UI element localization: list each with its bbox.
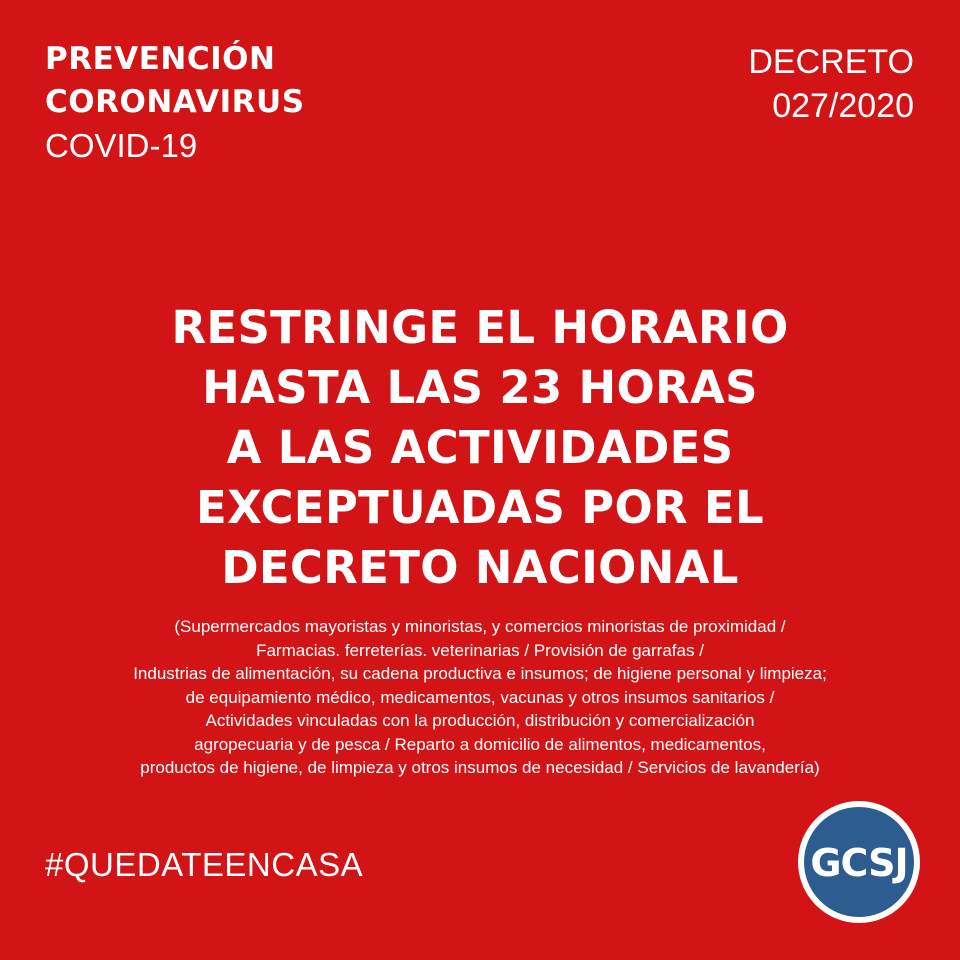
gcsj-logo	[797, 800, 921, 924]
headline-line: RESTRINGE EL HORARIO	[171, 301, 789, 354]
details-line: agropecuaria y de pesca / Reparto a domicilio de alimentos, medicamentos,	[194, 734, 766, 754]
headline-line: DECRETO NACIONAL	[221, 541, 739, 594]
logo-text: GCSJ	[810, 841, 908, 885]
details-line: (Supermercados mayoristas y minoristas, y comercios minoristas de proximidad /	[174, 617, 786, 636]
details-line: productos de higiene, de limpieza y otros insumos de necesidad / Servicios de lavandería)	[140, 758, 820, 777]
decree-label-line-1: DECRETO	[748, 43, 914, 81]
headline-line: A LAS ACTIVIDADES	[226, 421, 734, 474]
campaign-title-line-1: PREVENCIÓN	[45, 41, 276, 77]
decree-number: 027/2020	[772, 87, 914, 125]
details-line: Actividades vinculadas con la producción, distribución y comercialización	[205, 711, 755, 730]
decree-label	[748, 40, 914, 128]
headline-line: HASTA LAS 23 HORAS	[202, 361, 758, 414]
details-line: de equipamiento médico, medicamentos, vacunas y otros insumos sanitarios /	[185, 687, 775, 707]
headline-line: EXCEPTUADAS POR EL	[196, 481, 764, 534]
campaign-title	[45, 38, 305, 168]
details-line: Farmacias. ferreterías. veterinarias / Provisión de garrafas /	[256, 640, 704, 660]
exempt-activities-list	[0, 615, 960, 780]
details-line: Industrias de alimentación, su cadena productiva e insumos; de higiene personal y limpieza;	[133, 664, 827, 683]
headline	[0, 298, 960, 598]
campaign-subtitle: COVID-19	[45, 127, 198, 164]
campaign-title-line-2: CORONAVIRUS	[45, 84, 305, 120]
hashtag: #QUEDATEENCASA	[45, 846, 364, 883]
